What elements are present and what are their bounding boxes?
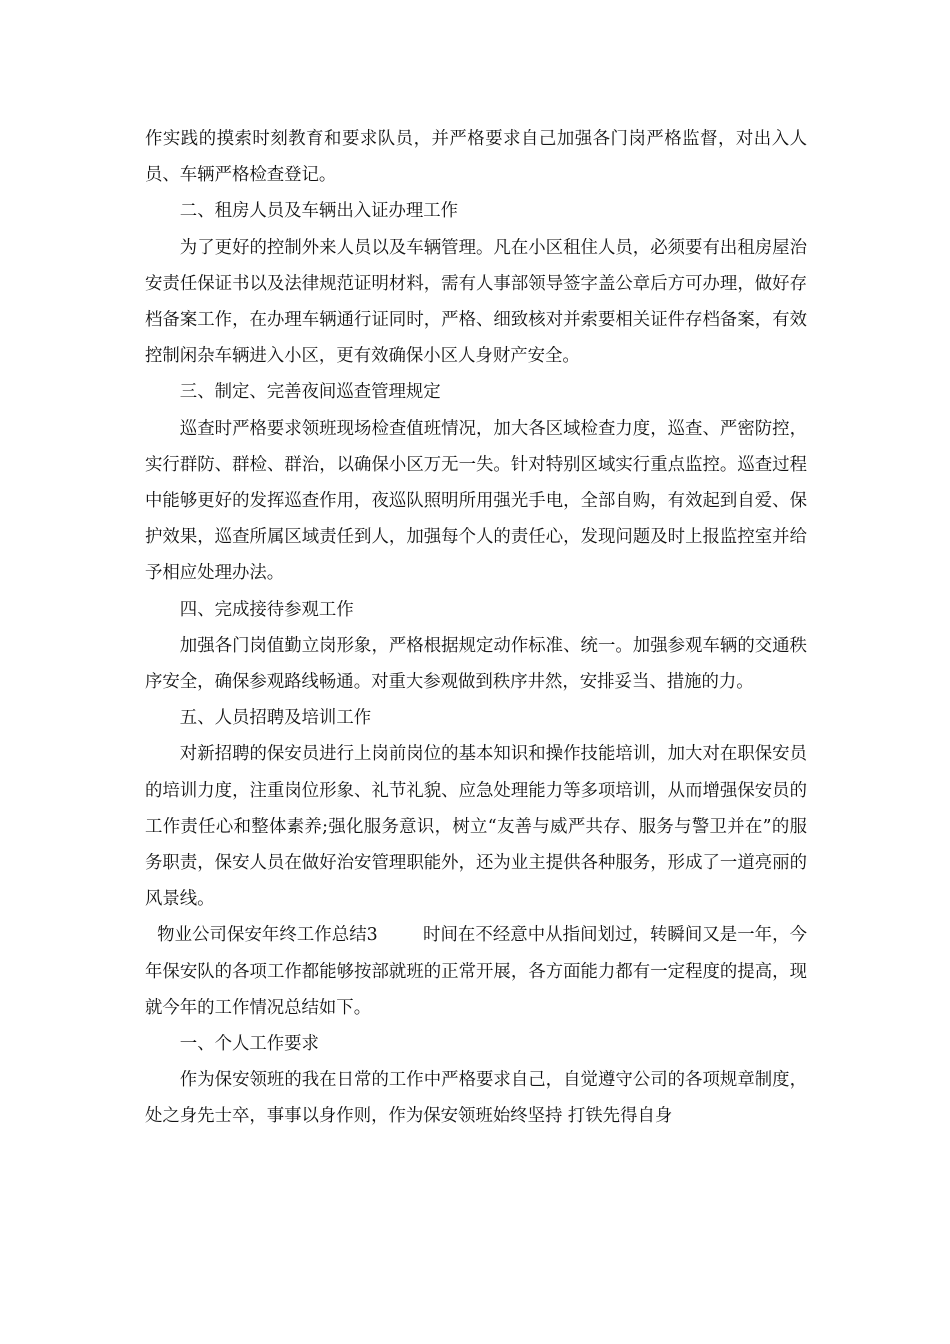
paragraph-personal: 作为保安领班的我在日常的工作中严格要求自己，自觉遵守公司的各项规章制度，处之身先士卒，事事以身作则，作为保安领班始终坚持 打铁先得自身 bbox=[145, 1070, 807, 1127]
section-heading-personal: 一、个人工作要求 bbox=[179, 1034, 319, 1055]
summary-title-paragraph bbox=[145, 917, 807, 1026]
section-heading-recruitment: 五、人员招聘及培训工作 bbox=[179, 708, 372, 729]
summary-title: 物业公司保安年终工作总结3 bbox=[157, 925, 378, 946]
paragraph-night-patrol: 巡查时严格要求领班现场检查值班情况，加大各区域检查力度，巡查、严密防控，实行群防、群检、群治，以确保小区万无一失。针对特别区域实行重点监控。巡查过程中能够更好的发挥巡查作用，夜巡队照明所用强光手电，全部自购，有效起到自爱、保护效果，巡查所属区域责任到人，加强每个人的责任心，发现问题及时上报监控室并给予相应处理办法。 bbox=[145, 418, 807, 584]
paragraph-rental: 为了更好的控制外来人员以及车辆管理。凡在小区租住人员，必须要有出租房屋治安责任保证书以及法律规范证明材料，需有人事部领导签字盖公章后方可办理，做好存档备案工作，在办理车辆通行证同时，严格、细致核对并索要相关证件存档备案，有效控制闲杂车辆进入小区，更有效确保小区人身财产安全。 bbox=[145, 237, 807, 367]
document-page bbox=[145, 121, 807, 1135]
paragraph-recruitment: 对新招聘的保安员进行上岗前岗位的基本知识和操作技能培训，加大对在职保安员的培训力度，注重岗位形象、礼节礼貌、应急处理能力等多项培训，从而增强保安员的工作责任心和整体素养;强化服务意识，树立“友善与威严共存、服务与警卫并在”的服务职责，保安人员在做好治安管理职能外，还为业主提供各种服务，形成了一道亮丽的风景线。 bbox=[145, 744, 807, 910]
section-heading-reception: 四、完成接待参观工作 bbox=[179, 599, 354, 620]
section-heading-rental: 二、租房人员及车辆出入证办理工作 bbox=[179, 201, 459, 222]
section-heading-night-patrol: 三、制定、完善夜间巡查管理规定 bbox=[179, 382, 441, 403]
paragraph-summary-intro: 时间在不经意中从指间划过，转瞬间又是一年，今年保安队的各项工作都能够按部就班的正常开展，各方面能力都有一定程度的提高，现就今年的工作情况总结如下。 bbox=[145, 925, 807, 1018]
paragraph-intro: 作实践的摸索时刻教育和要求队员，并严格要求自己加强各门岗严格监督，对出入人员、车辆严格检查登记。 bbox=[145, 129, 807, 186]
paragraph-reception: 加强各门岗值勤立岗形象，严格根据规定动作标准、统一。加强参观车辆的交通秩序安全，确保参观路线畅通。对重大参观做到秩序井然，安排妥当、措施的力。 bbox=[145, 635, 807, 693]
